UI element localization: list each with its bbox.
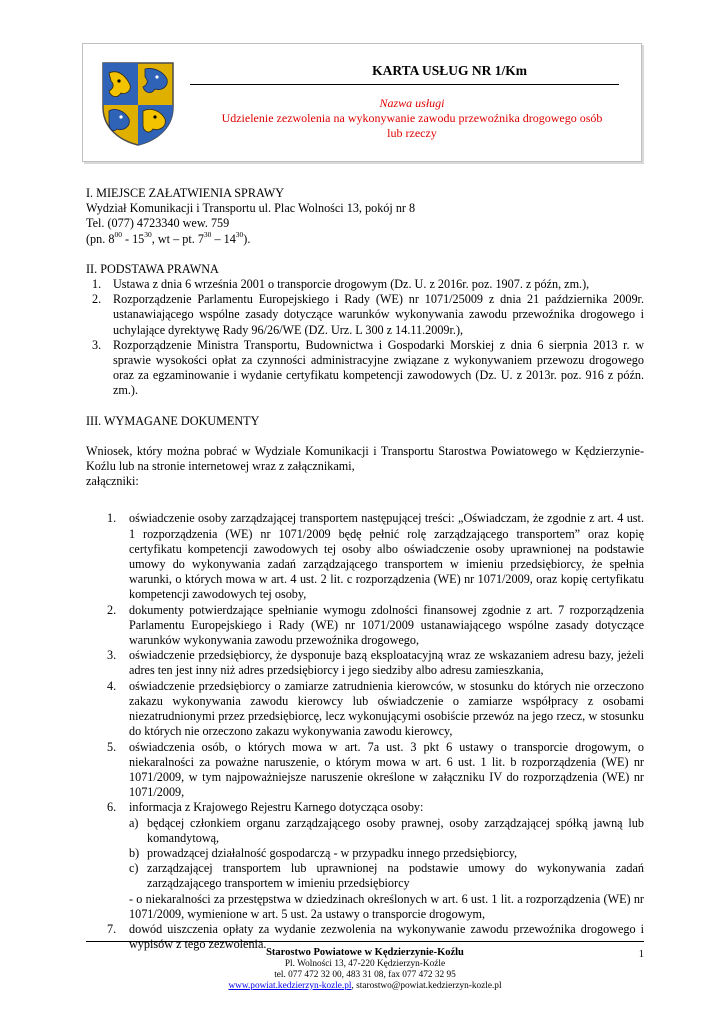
header-box: [82, 43, 642, 162]
hours-sup: 30: [235, 229, 244, 239]
list-text: oświadczenie osoby zarządzającej transportem następującej treści: „Oświadczam, że zgodnie z art. 4 ust. 1 rozporządzenia (WE) nr 1071/2009 będę pełnić rolę zarządzającego transportem” oraz kopię certyfikatu kompetencji zawodowych tej osoby albo oświadczenie osoby uprawnionej na podstawie umowy do wykonywania zadań zarządzającego transportem w imieniu przedsiębiorcy, że spełnia warunki, o których mowa w art. 4 ust. 2 lit. c rozporządzenia (WE) nr 1071/2009, oraz kopię certyfikatu kompetencji zawodowych tej osoby,: [129, 511, 644, 602]
list-number: 3.: [92, 337, 102, 352]
document-body: [86, 186, 644, 952]
section-3-heading: III. WYMAGANE DOKUMENTY: [86, 413, 260, 428]
section-1-heading: I. MIEJSCE ZAŁATWIENIA SPRAWY: [86, 186, 285, 200]
list-number: 2.: [107, 602, 117, 617]
list-item: [86, 603, 644, 649]
list-number: 7.: [107, 921, 117, 936]
list-text: oświadczenie przedsiębiorcy o zamiarze zatrudnienia kierowców, w stosunku do których nie orzeczono zakazu wykonywania zawodu kierowcy lub oświadczenie o zamiarze współpracy z osobami niezatrudnionymi przez przedsiębiorcę, lecz wykonującymi osobiście przewóz na jego rzecz, w stosunku do których nie orzeczono zakazu wykonywania zawodu kierowcy,: [129, 678, 644, 739]
list-text: oświadczenia osób, o których mowa w art. 7a ust. 3 pkt 6 ustawy o transporcie drogowym, o niekaralności za poważne naruszenie, o którym mowa w art. 6 ust. 1 lit. b rozporządzenia (WE) nr 1071/2009, w tym najpoważniejsze naruszenie określone w załączniku IV do rozporządzenia (WE) nr 1071/2009,: [129, 739, 644, 800]
sub-list-letter: c): [129, 861, 139, 876]
title-divider: [190, 84, 619, 85]
list-item: [86, 800, 644, 922]
office-hours: [86, 229, 644, 247]
contact-separator: ,: [351, 981, 357, 991]
hours-sup: 30: [144, 229, 152, 239]
sub-list-letter: b): [129, 845, 140, 860]
footer-org-name: Starostwo Powiatowe w Kędzierzynie-Koźlu: [266, 947, 464, 958]
footer-divider: [86, 941, 644, 942]
list-text: informacja z Krajowego Rejestru Karnego dotycząca osoby:: [129, 800, 424, 815]
list-item: [86, 338, 644, 399]
sub-list-text: zarządzającej transportem lub uprawnionej na podstawie umowy do wykonywania zadań zarządzającego transportem w imieniu przedsiębiorcy: [147, 861, 644, 891]
list-number: 2.: [92, 292, 102, 307]
office-location: Wydział Komunikacji i Transportu ul. Plac Wolności 13, pokój nr 8: [86, 201, 416, 216]
card-title: KARTA USŁUG NR 1/Km: [372, 63, 527, 78]
list-item: [86, 277, 644, 292]
hours-sup: 30: [203, 229, 212, 239]
coat-of-arms-icon: [99, 59, 177, 147]
legal-basis-list: [86, 277, 644, 399]
list-text: dokumenty potwierdzające spełnianie wymogu zdolności finansowej zgodnie z art. 7 rozporządzenia Parlamentu Europejskiego i Rady (WE) nr 1071/2009 ustanawiającego wspólne zasady dotyczące warunków wykonywania zawodu przewoźnika drogowego,: [129, 602, 644, 648]
list-number: 1.: [92, 277, 102, 292]
sub-list-item: [129, 861, 644, 891]
footer-contacts: [86, 981, 644, 992]
list-number: 6.: [107, 800, 117, 815]
hours-part: - 15: [121, 231, 145, 246]
sub-list-text: będącej członkiem organu zarządzającego osoby prawnej, osoby zarządzającej spółką jawną lub komandytową,: [147, 815, 644, 845]
service-label: Nazwa usługi: [379, 96, 445, 110]
hours-part: ).: [243, 231, 251, 246]
hours-part: – 14: [211, 231, 236, 246]
list-number: 5.: [107, 739, 117, 754]
list-text: Rozporządzenie Ministra Transportu, Budownictwa i Gospodarki Morskiej z dnia 6 sierpnia 2013 r. w sprawie wysokości opłat za czynności administracyjne związane z wykonywaniem przewozu drogowego oraz za egzaminowanie i wydanie certyfikatu kompetencji zawodowych (Dz. U. z 2013r. poz. 916 z późn. zm.).: [113, 337, 644, 398]
list-item: [86, 292, 644, 338]
footer-phone: tel. 077 472 32 00, 483 31 08, fax 077 472 32 95: [274, 970, 456, 980]
sub-list-letter: a): [129, 815, 139, 830]
application-intro: Wniosek, który można pobrać w Wydziale Komunikacji i Transportu Starostwa Powiatowego w Kędzierzynie-Koźlu lub na stronie internetowej wraz z załącznikami,: [86, 443, 644, 474]
sub-list-item: [129, 846, 644, 861]
list-number: 3.: [107, 648, 117, 663]
page-number: 1: [638, 949, 644, 960]
list-item: [86, 648, 644, 678]
hours-part: (pn. 8: [86, 231, 115, 246]
hours-sup: 00: [114, 229, 122, 239]
list-text: Ustawa z dnia 6 września 2001 o transporcie drogowym (Dz. U. z 2016r. poz. 1907. z późn, zm.),: [113, 277, 590, 292]
website-link[interactable]: www.powiat.kedzierzyn-kozle.pl: [228, 981, 352, 991]
email-address[interactable]: starostwo@powiat.kedzierzyn-kozle.pl: [356, 981, 502, 991]
criminal-record-sublist: [129, 816, 644, 892]
office-phone: Tel. (077) 4723340 wew. 759: [86, 216, 230, 231]
criminal-note: - o niekaralności za przestępstwa w dziedzinach określonych w art. 6 ust. 1 lit. a rozporządzenia (WE) nr 1071/2009, wymienione w art. 5 ust. 2a ustawy o transporcie drogowym,: [129, 891, 644, 921]
hours-part: , wt – pt. 7: [151, 231, 204, 246]
list-text: Rozporządzenie Parlamentu Europejskiego i Rady (WE) nr 1071/25009 z dnia 21 października 2009r. ustanawiającego wspólne zasady dotyczące warunków wykonywania zawodu przewoźnika drogowego i uchylające dyrektywę Rady 96/26/WE (DZ. Urz. L 300 z 14.11.2009r.),: [113, 292, 644, 337]
sub-list-item: [129, 816, 644, 846]
service-name-line-2: lub rzeczy: [387, 126, 437, 140]
footer-address: Pl. Wolności 13, 47-220 Kędzierzyn-Koźle: [284, 959, 446, 969]
footer: [86, 946, 644, 992]
list-item: [86, 679, 644, 740]
list-item: [86, 511, 644, 602]
attachments-label: załączniki:: [86, 474, 139, 489]
sub-list-text: prowadzącej działalność gospodarczą - w przypadku innego przedsiębiorcy,: [147, 845, 518, 860]
service-name-line-1: Udzielenie zezwolenia na wykonywanie zawodu przewoźnika drogowego osób: [221, 111, 603, 125]
list-text: dowód uiszczenia opłaty za wydanie zezwolenia na wykonywanie zawodu przewoźnika drogowego i wypisów z tego zezwolenia.: [129, 921, 644, 952]
list-text: oświadczenie przedsiębiorcy, że dysponuje bazą eksploatacyjną wraz ze wskazaniem adresu bazy, jeżeli adres ten jest inny niż adres przedsiębiorcy i jego siedziby albo adresu zamieszkania,: [129, 648, 644, 678]
list-number: 1.: [107, 511, 117, 526]
documents-list: [86, 511, 644, 952]
list-item: [86, 740, 644, 801]
service-name: [203, 111, 621, 141]
section-2-heading: II. PODSTAWA PRAWNA: [86, 261, 219, 276]
list-number: 4.: [107, 678, 117, 693]
